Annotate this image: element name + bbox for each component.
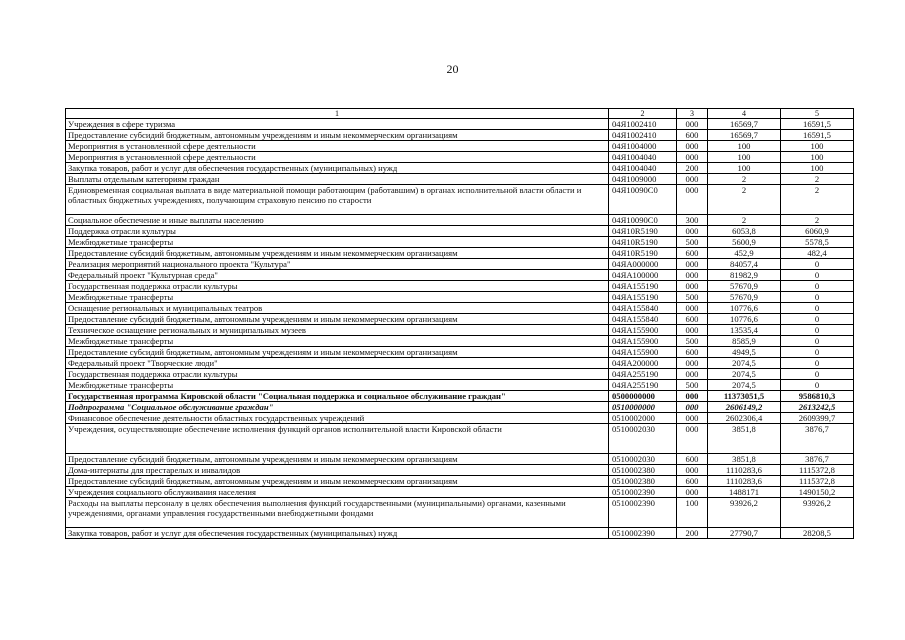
row-code-cell: 04Я1002410 (609, 130, 677, 141)
row-amount-2-cell: 100 (781, 152, 854, 163)
row-code-cell: 0510002380 (609, 465, 677, 476)
table-row (66, 336, 854, 347)
row-amount-1-cell: 452,9 (708, 248, 781, 259)
row-amount-1-cell: 16569,7 (708, 130, 781, 141)
row-amount-1-cell: 27790,7 (708, 528, 781, 539)
table-row (66, 259, 854, 270)
row-code-cell: 04Я1004040 (609, 152, 677, 163)
table-header-row (66, 109, 854, 119)
row-code-cell: 04Я10R5190 (609, 226, 677, 237)
row-amount-2-cell: 0 (781, 303, 854, 314)
header-cell-name: 1 (66, 109, 609, 119)
row-name-cell: Межбюджетные трансферты (66, 380, 609, 391)
row-expense-type-cell: 500 (677, 380, 708, 391)
table-row (66, 152, 854, 163)
row-expense-type-cell: 500 (677, 237, 708, 248)
table-row (66, 325, 854, 336)
row-name-cell: Реализация мероприятий национального проекта "Культура" (66, 259, 609, 270)
table-row (66, 380, 854, 391)
row-amount-1-cell: 13535,4 (708, 325, 781, 336)
row-amount-1-cell: 1110283,6 (708, 465, 781, 476)
row-amount-1-cell: 93926,2 (708, 498, 781, 528)
table-row (66, 270, 854, 281)
row-name-cell: Учреждения в сфере туризма (66, 119, 609, 130)
row-code-cell: 04ЯА155840 (609, 314, 677, 325)
row-amount-2-cell: 1115372,8 (781, 476, 854, 487)
row-expense-type-cell: 600 (677, 248, 708, 259)
row-expense-type-cell: 000 (677, 185, 708, 215)
row-expense-type-cell: 000 (677, 465, 708, 476)
row-expense-type-cell: 000 (677, 358, 708, 369)
row-code-cell: 04Я10R5190 (609, 237, 677, 248)
row-code-cell: 04ЯА155900 (609, 336, 677, 347)
table-row (66, 248, 854, 259)
row-expense-type-cell: 000 (677, 174, 708, 185)
row-amount-1-cell: 2 (708, 174, 781, 185)
row-name-cell: Предоставление субсидий бюджетным, автономным учреждениям и иным некоммерческим организациям (66, 454, 609, 465)
row-expense-type-cell: 000 (677, 391, 708, 402)
table-row (66, 476, 854, 487)
table-row (66, 347, 854, 358)
row-expense-type-cell: 200 (677, 163, 708, 174)
row-amount-1-cell: 57670,9 (708, 281, 781, 292)
table-row (66, 498, 854, 528)
row-expense-type-cell: 000 (677, 270, 708, 281)
row-amount-2-cell: 0 (781, 380, 854, 391)
row-expense-type-cell: 200 (677, 528, 708, 539)
row-amount-2-cell: 0 (781, 259, 854, 270)
row-amount-2-cell: 2 (781, 174, 854, 185)
table-row (66, 391, 854, 402)
row-amount-1-cell: 2 (708, 215, 781, 226)
row-amount-1-cell: 3851,8 (708, 454, 781, 465)
table-row (66, 163, 854, 174)
row-name-cell: Поддержка отрасли культуры (66, 226, 609, 237)
row-name-cell: Межбюджетные трансферты (66, 237, 609, 248)
row-code-cell: 04ЯА000000 (609, 259, 677, 270)
row-code-cell: 0510002030 (609, 424, 677, 454)
row-expense-type-cell: 600 (677, 347, 708, 358)
table-row (66, 141, 854, 152)
row-expense-type-cell: 000 (677, 303, 708, 314)
row-amount-2-cell: 0 (781, 358, 854, 369)
row-name-cell: Финансовое обеспечение деятельности областных государственных учреждений (66, 413, 609, 424)
row-amount-1-cell: 2 (708, 185, 781, 215)
row-amount-1-cell: 100 (708, 152, 781, 163)
row-name-cell: Предоставление субсидий бюджетным, автономным учреждениям и иным некоммерческим организациям (66, 476, 609, 487)
table-row (66, 130, 854, 141)
table-row (66, 303, 854, 314)
row-code-cell: 0510002390 (609, 528, 677, 539)
row-code-cell: 04ЯА155900 (609, 325, 677, 336)
row-name-cell: Государственная поддержка отрасли культуры (66, 281, 609, 292)
row-code-cell: 04ЯА155840 (609, 303, 677, 314)
row-name-cell: Мероприятия в установленной сфере деятельности (66, 141, 609, 152)
row-amount-2-cell: 2 (781, 185, 854, 215)
row-amount-1-cell: 6053,8 (708, 226, 781, 237)
row-amount-1-cell: 100 (708, 141, 781, 152)
table-row (66, 185, 854, 215)
row-name-cell: Выплаты отдельным категориям граждан (66, 174, 609, 185)
row-code-cell: 04Я10090С0 (609, 215, 677, 226)
row-name-cell: Межбюджетные трансферты (66, 292, 609, 303)
row-amount-1-cell: 2074,5 (708, 358, 781, 369)
table-row (66, 358, 854, 369)
row-amount-1-cell: 100 (708, 163, 781, 174)
row-amount-2-cell: 0 (781, 270, 854, 281)
row-amount-1-cell: 1110283,6 (708, 476, 781, 487)
row-code-cell: 04ЯА200000 (609, 358, 677, 369)
row-expense-type-cell: 000 (677, 487, 708, 498)
header-cell-expense-type: 3 (677, 109, 708, 119)
row-amount-1-cell: 1488171 (708, 487, 781, 498)
table-row (66, 402, 854, 413)
page-number: 20 (446, 62, 459, 76)
table-row (66, 281, 854, 292)
row-amount-2-cell: 0 (781, 325, 854, 336)
row-expense-type-cell: 000 (677, 402, 708, 413)
row-expense-type-cell: 500 (677, 336, 708, 347)
row-expense-type-cell: 100 (677, 498, 708, 528)
row-name-cell: Дома-интернаты для престарелых и инвалидов (66, 465, 609, 476)
row-amount-2-cell: 6060,9 (781, 226, 854, 237)
row-name-cell: Предоставление субсидий бюджетным, автономным учреждениям и иным некоммерческим организациям (66, 347, 609, 358)
row-name-cell: Оснащение региональных и муниципальных театров (66, 303, 609, 314)
row-expense-type-cell: 000 (677, 369, 708, 380)
table-row (66, 487, 854, 498)
row-code-cell: 0500000000 (609, 391, 677, 402)
row-amount-2-cell: 16591,5 (781, 119, 854, 130)
header-cell-code: 2 (609, 109, 677, 119)
row-code-cell: 04Я10R5190 (609, 248, 677, 259)
row-amount-2-cell: 2 (781, 215, 854, 226)
row-expense-type-cell: 000 (677, 141, 708, 152)
row-amount-2-cell: 5578,5 (781, 237, 854, 248)
row-amount-2-cell: 100 (781, 163, 854, 174)
row-name-cell: Федеральный проект "Творческие люди" (66, 358, 609, 369)
row-amount-1-cell: 57670,9 (708, 292, 781, 303)
table-row (66, 454, 854, 465)
row-code-cell: 04ЯА255190 (609, 369, 677, 380)
row-code-cell: 04ЯА100000 (609, 270, 677, 281)
row-code-cell: 04ЯА155900 (609, 347, 677, 358)
row-amount-2-cell: 0 (781, 369, 854, 380)
row-amount-2-cell: 0 (781, 292, 854, 303)
budget-table (65, 108, 854, 539)
table-row (66, 424, 854, 454)
row-amount-2-cell: 0 (781, 336, 854, 347)
row-name-cell: Закупка товаров, работ и услуг для обеспечения государственных (муниципальных) нужд (66, 528, 609, 539)
row-name-cell: Предоставление субсидий бюджетным, автономным учреждениям и иным некоммерческим организациям (66, 130, 609, 141)
row-amount-1-cell: 5600,9 (708, 237, 781, 248)
row-code-cell: 04Я1002410 (609, 119, 677, 130)
table-row (66, 119, 854, 130)
row-name-cell: Социальное обеспечение и иные выплаты населению (66, 215, 609, 226)
row-expense-type-cell: 000 (677, 281, 708, 292)
row-name-cell: Закупка товаров, работ и услуг для обеспечения государственных (муниципальных) нужд (66, 163, 609, 174)
table-row (66, 465, 854, 476)
row-amount-1-cell: 11373051,5 (708, 391, 781, 402)
row-code-cell: 04Я1004000 (609, 141, 677, 152)
table-row (66, 226, 854, 237)
table-row (66, 528, 854, 539)
row-amount-1-cell: 81982,9 (708, 270, 781, 281)
row-expense-type-cell: 600 (677, 476, 708, 487)
row-amount-1-cell: 2074,5 (708, 369, 781, 380)
row-code-cell: 0510000000 (609, 402, 677, 413)
row-amount-2-cell: 28208,5 (781, 528, 854, 539)
row-code-cell: 0510002000 (609, 413, 677, 424)
row-code-cell: 04ЯА255190 (609, 380, 677, 391)
row-name-cell: Единовременная социальная выплата в виде материальной помощи работающим (работавшим) в органах исполнительной власти области и областных бюджетных учреждениях, получающим страховую пенсию по старости (66, 185, 609, 215)
row-amount-1-cell: 3851,8 (708, 424, 781, 454)
row-name-cell: Предоставление субсидий бюджетным, автономным учреждениям и иным некоммерческим организациям (66, 314, 609, 325)
row-name-cell: Межбюджетные трансферты (66, 336, 609, 347)
row-name-cell: Учреждения, осуществляющие обеспечение исполнения функций органов исполнительной власти Кировской области (66, 424, 609, 454)
row-amount-2-cell: 2609399,7 (781, 413, 854, 424)
row-amount-1-cell: 8585,9 (708, 336, 781, 347)
row-amount-2-cell: 2613242,5 (781, 402, 854, 413)
row-code-cell: 04ЯА155190 (609, 281, 677, 292)
row-amount-1-cell: 16569,7 (708, 119, 781, 130)
row-expense-type-cell: 300 (677, 215, 708, 226)
row-expense-type-cell: 000 (677, 424, 708, 454)
row-amount-1-cell: 84057,4 (708, 259, 781, 270)
row-amount-2-cell: 3876,7 (781, 454, 854, 465)
row-name-cell: Федеральный проект "Культурная среда" (66, 270, 609, 281)
row-amount-2-cell: 1115372,8 (781, 465, 854, 476)
row-name-cell: Предоставление субсидий бюджетным, автономным учреждениям и иным некоммерческим организациям (66, 248, 609, 259)
row-amount-2-cell: 9586810,3 (781, 391, 854, 402)
row-code-cell: 0510002380 (609, 476, 677, 487)
row-amount-2-cell: 482,4 (781, 248, 854, 259)
row-name-cell: Расходы на выплаты персоналу в целях обеспечения выполнения функций государственными (муниципальными) органами, казенными учреждениями, органами управления государственными внебюджетными фондами (66, 498, 609, 528)
row-expense-type-cell: 000 (677, 226, 708, 237)
table-row (66, 237, 854, 248)
row-amount-1-cell: 2074,5 (708, 380, 781, 391)
row-code-cell: 04Я10090С0 (609, 185, 677, 215)
row-expense-type-cell: 500 (677, 292, 708, 303)
row-amount-1-cell: 10776,6 (708, 303, 781, 314)
row-amount-2-cell: 16591,5 (781, 130, 854, 141)
header-cell-amount-2: 5 (781, 109, 854, 119)
row-expense-type-cell: 000 (677, 152, 708, 163)
row-amount-2-cell: 100 (781, 141, 854, 152)
table-row (66, 174, 854, 185)
row-amount-1-cell: 10776,6 (708, 314, 781, 325)
row-expense-type-cell: 000 (677, 413, 708, 424)
row-name-cell: Учреждения социального обслуживания населения (66, 487, 609, 498)
table-row (66, 314, 854, 325)
row-name-cell: Государственная программа Кировской области "Социальная поддержка и социальное обслуживание граждан" (66, 391, 609, 402)
header-cell-amount-1: 4 (708, 109, 781, 119)
row-amount-2-cell: 0 (781, 347, 854, 358)
row-expense-type-cell: 000 (677, 325, 708, 336)
row-expense-type-cell: 000 (677, 119, 708, 130)
row-amount-2-cell: 1490150,2 (781, 487, 854, 498)
row-expense-type-cell: 600 (677, 314, 708, 325)
table-row (66, 369, 854, 380)
row-code-cell: 0510002030 (609, 454, 677, 465)
row-amount-2-cell: 3876,7 (781, 424, 854, 454)
row-amount-2-cell: 0 (781, 281, 854, 292)
row-code-cell: 04Я1004040 (609, 163, 677, 174)
row-amount-1-cell: 4949,5 (708, 347, 781, 358)
row-amount-2-cell: 0 (781, 314, 854, 325)
table-row (66, 292, 854, 303)
row-amount-1-cell: 2606149,2 (708, 402, 781, 413)
row-expense-type-cell: 600 (677, 454, 708, 465)
row-name-cell: Государственная поддержка отрасли культуры (66, 369, 609, 380)
row-code-cell: 04ЯА155190 (609, 292, 677, 303)
table-row (66, 215, 854, 226)
row-code-cell: 0510002390 (609, 487, 677, 498)
row-name-cell: Техническое оснащение региональных и муниципальных музеев (66, 325, 609, 336)
table-row (66, 413, 854, 424)
row-code-cell: 04Я1009000 (609, 174, 677, 185)
row-code-cell: 0510002390 (609, 498, 677, 528)
row-name-cell: Подпрограмма "Социальное обслуживание граждан" (66, 402, 609, 413)
row-expense-type-cell: 600 (677, 130, 708, 141)
row-name-cell: Мероприятия в установленной сфере деятельности (66, 152, 609, 163)
row-amount-2-cell: 93926,2 (781, 498, 854, 528)
row-expense-type-cell: 000 (677, 259, 708, 270)
row-amount-1-cell: 2602306,4 (708, 413, 781, 424)
